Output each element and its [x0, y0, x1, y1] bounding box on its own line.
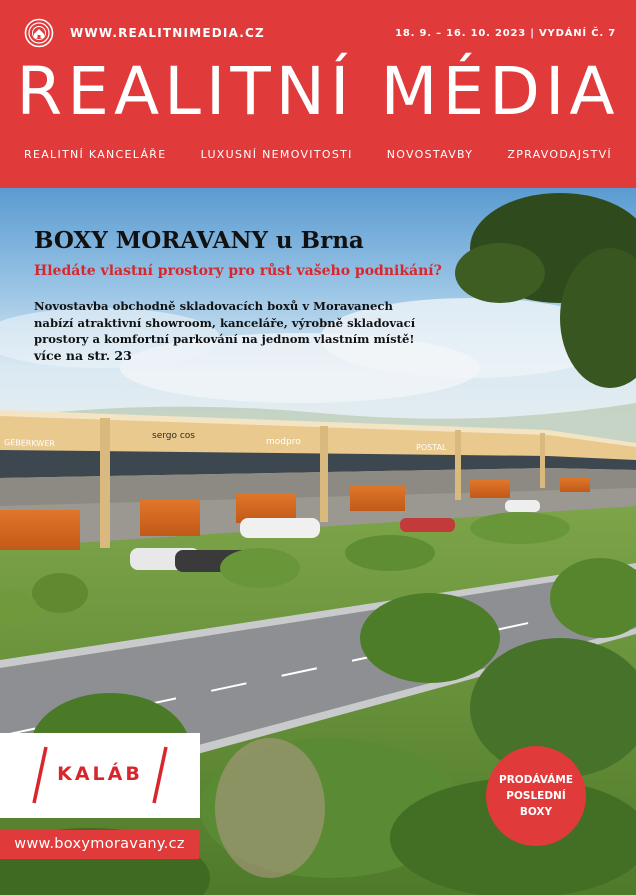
brand-name: KALÁB [57, 763, 143, 785]
badge-line-2: POSLEDNÍ [506, 790, 566, 802]
house-logo-icon[interactable] [24, 18, 54, 48]
right-slash-icon [152, 745, 168, 805]
nav-item-zpravodajstvi[interactable]: ZPRAVODAJSTVÍ [507, 148, 612, 161]
section-nav [24, 148, 612, 161]
hero-sign-modpro: modpro [266, 437, 301, 447]
article-headline: BOXY MORAVANY u Brna [34, 227, 364, 254]
nav-item-luxusni-nemovitosti[interactable]: LUXUSNÍ NEMOVITOSTI [200, 148, 353, 161]
masthead-header [0, 0, 636, 188]
nav-item-realitni-kancelare[interactable]: REALITNÍ KANCELÁŘE [24, 148, 167, 161]
website-link[interactable]: www.boxymoravany.cz [0, 830, 199, 859]
article-more-link[interactable]: více na str. 23 [34, 348, 132, 363]
hero-sign-sergo-cos: sergo cos [152, 431, 195, 441]
article-description: Novostavba obchodně skladovacích boxů v Moravanech nabízí atraktivní showroom, kanceláře, výrobně skladovací prostory a komfortní parkování na jednom vlastním místě! [34, 299, 416, 346]
hero-sign-postal: POSTAL [416, 443, 447, 452]
badge-line-3: BOXY [519, 806, 553, 818]
nav-item-novostavby[interactable]: NOVOSTAVBY [386, 148, 474, 161]
article-subhead: Hledáte vlastní prostory pro růst vašeho podnikání? [34, 263, 442, 279]
hero-sign-geberkwer: GEBERKWER [3, 438, 56, 449]
badge-line-1: PRODÁVÁME [499, 774, 573, 786]
magazine-title: REALITNÍ MÉDIA [16, 53, 620, 130]
kalab-logo[interactable] [0, 733, 200, 818]
last-boxes-badge[interactable] [486, 746, 586, 846]
site-url-link[interactable]: WWW.REALITNIMEDIA.CZ [70, 26, 265, 40]
issue-date-label: 18. 9. – 16. 10. 2023 | VYDÁNÍ Č. 7 [395, 28, 616, 39]
